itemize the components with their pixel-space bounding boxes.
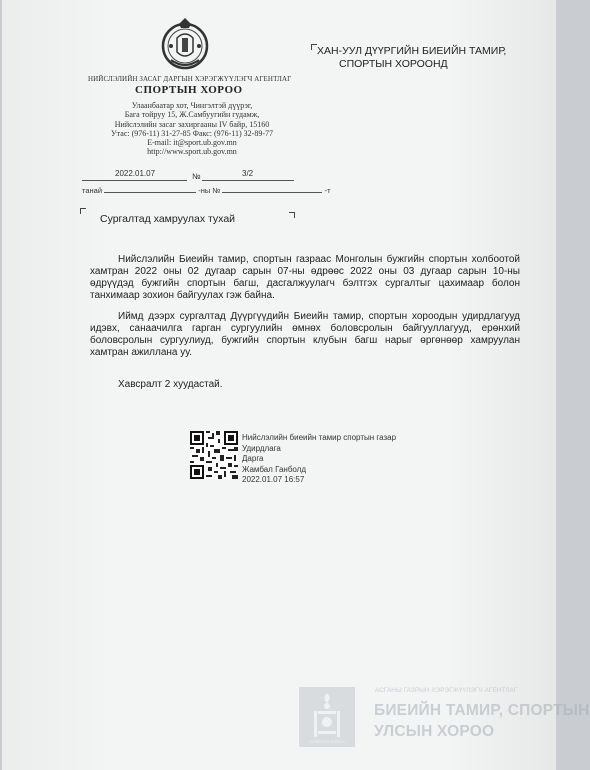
- paragraph-text: Нийслэлийн Биеийн тамир, спортын газраас Монголын бужгийн спортын холбоотой хамтран 2022 оны 02 дугаар сарын 07-ны өдрөөс 2022 оны 03 дугаар сарын 10-ны өдрүүдэд бужгийн спортын багш, дасгалжуулагч бэлтгэх сургалтыг цахимаар болон танхимаар зохион байгуулах гэж байна.: [90, 254, 520, 302]
- letter-page: [2, 0, 590, 770]
- corner-mark: [80, 208, 86, 214]
- address-line: Улаанбаатар хот, Чингэлтэй дүүрэг,: [131, 101, 253, 110]
- watermark-stamp: [293, 683, 590, 753]
- state-emblem-icon: [159, 16, 211, 72]
- reply-mid: -ны №: [198, 186, 221, 195]
- committee-name: СПОРТЫН ХОРОО: [135, 84, 243, 96]
- recipient-block: [317, 45, 506, 70]
- address-email: E-mail: it@sport.ub.gov.mn: [147, 138, 237, 148]
- signature-name: Жамбал Ганболд: [242, 464, 307, 474]
- soyombo-logo-icon: [299, 687, 355, 747]
- svg-text:СПОРТЫН ХОРОО: СПОРТЫН ХОРОО: [309, 739, 345, 744]
- recipient-line: СПОРТЫН ХОРООНД: [339, 57, 448, 70]
- address-phone: Утас: (976-11) 31-27-85 Факс: (976-11) 32-89-77: [111, 128, 273, 138]
- corner-mark: [311, 44, 317, 50]
- agency-name: НИЙСЛЭЛИЙН ЗАСАГ ДАРГЫН ХЭРЭГЖҮҮЛЭГЧ АГЕНТЛАГ: [88, 75, 292, 83]
- recipient-line: ХАН-УУЛ ДҮҮРГИЙН БИЕИЙН ТАМИР,: [317, 45, 507, 57]
- reply-prefix: танай: [82, 186, 103, 195]
- watermark-title-line: УЛСЫН ХОРОО: [374, 723, 495, 740]
- address-line: Нийслэлийн засаг захиргааны IV байр, 15160: [114, 119, 270, 129]
- body-paragraph: [90, 254, 520, 302]
- underline: [82, 180, 187, 181]
- signature-division: Удирдлага: [242, 443, 281, 453]
- watermark-small-text: АСГАНЫ ГАЗРЫН ХЭРЭГЖҮҮЛЭГЧ АГЕНТЛАГ: [375, 687, 518, 694]
- letter-date: 2022.01.07: [115, 169, 156, 178]
- qr-code-icon: [190, 431, 238, 479]
- corner-mark: [289, 212, 295, 218]
- number-label: №: [192, 172, 201, 181]
- letter-subject: Сургалтад хамруулах тухай: [100, 213, 236, 225]
- letter-number: 3/2: [242, 169, 254, 178]
- body-paragraph: [90, 311, 520, 359]
- underline: [202, 180, 294, 181]
- attachment-note: Хавсралт 2 хуудастай.: [118, 379, 223, 390]
- watermark-title-line: БИЕИЙН ТАМИР, СПОРТЫН: [374, 702, 590, 719]
- letterhead-address: [107, 101, 277, 157]
- address-website: http://www.sport.ub.gov.mn: [147, 147, 237, 157]
- reply-suffix: -т: [324, 186, 331, 195]
- signature-org: Нийслэлийн биеийн тамир спортын газар: [242, 433, 397, 442]
- reply-reference-line: [82, 186, 331, 195]
- e-signature-block: [242, 433, 396, 486]
- address-line: Бага тойруу 15, Ж.Самбуугийн гудамж,: [124, 110, 260, 120]
- paragraph-text: Иймд дээрх сургалтад Дүүргүүдийн Биеийн тамир, спортын хороодын удирдлагууд идэвх, санаачилга гарган сургуулийн өмнөх боловсролын байгууллагууд, ерөнхий боловсролын сургуулиуд, бужгийн спортын клубын багш нарыг өргөнөөр хамруулан хамтран ажиллана уу.: [90, 311, 520, 359]
- signature-title: Дарга: [242, 454, 264, 464]
- signature-timestamp: 2022.01.07 16:57: [242, 475, 305, 485]
